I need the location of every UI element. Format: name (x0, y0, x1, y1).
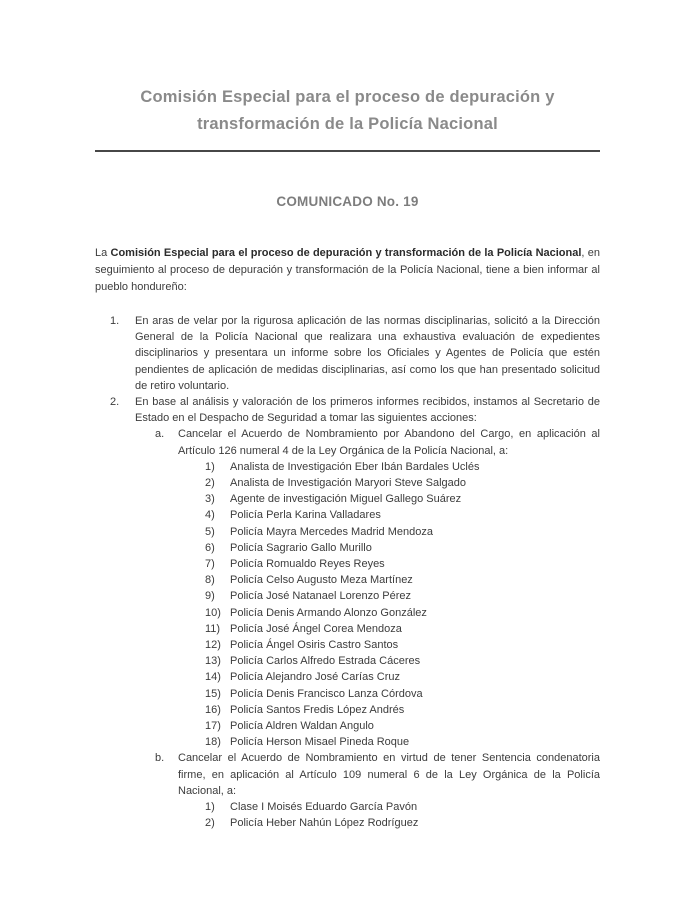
person-list-item-name: Policía José Ángel Corea Mendoza (230, 622, 402, 635)
person-list-item (95, 540, 600, 556)
sub-item-a-text: Cancelar el Acuerdo de Nombramiento por Abandono del Cargo, en aplicación al Artículo 126 numeral 4 de la Ley Orgánica de la Policía Nacional, a: (178, 428, 600, 457)
person-list-item-marker: 14) (205, 671, 221, 684)
person-list-item-marker: 5) (205, 525, 215, 538)
person-list-item (95, 702, 600, 718)
sub-item-b-text: Cancelar el Acuerdo de Nombramiento en virtud de tener Sentencia condenatoria firme, en aplicación al Artículo 109 numeral 6 de la Ley Orgánica de la Policía Nacional, a: (178, 752, 600, 797)
person-list-item-name: Policía Mayra Mercedes Madrid Mendoza (230, 525, 433, 538)
person-list-item-name: Agente de investigación Miguel Gallego Suárez (230, 493, 462, 506)
person-list-item-marker: 12) (205, 639, 221, 652)
commission-title-line1: Comisión Especial para el proceso de depuración y (140, 88, 555, 106)
person-list-item-name: Analista de Investigación Eber Ibán Bardales Uclés (230, 460, 480, 473)
person-list-item-name: Policía Alejandro José Carías Cruz (230, 671, 400, 684)
person-list-item-name: Policía Sagrario Gallo Murillo (230, 541, 372, 554)
person-list-item-marker: 6) (205, 541, 215, 554)
commission-title-line2: transformación de la Policía Nacional (197, 115, 498, 133)
person-list-item-name: Policía Romualdo Reyes Reyes (230, 558, 385, 571)
commission-title (95, 84, 600, 138)
communique-body-list (95, 313, 600, 832)
person-list-item (95, 524, 600, 540)
person-list-item-marker: 7) (205, 558, 215, 571)
person-list-item-name: Policía Herson Misael Pineda Roque (230, 736, 410, 749)
person-list-item-marker: 1) (205, 460, 215, 473)
person-list-item-name: Policía Celso Augusto Meza Martínez (230, 574, 413, 587)
person-list-item (95, 491, 600, 507)
intro-lead: La (95, 247, 111, 259)
person-list-item (95, 507, 600, 523)
person-list-item-marker: 10) (205, 606, 221, 619)
person-list-item (95, 621, 600, 637)
person-list-item (95, 734, 600, 750)
person-list-item (95, 459, 600, 475)
cancellation-list-a (95, 459, 600, 751)
intro-rest: , en seguimiento al proceso de depuración y transformación de la Policía Nacional, tiene a bien informar al pueblo hondureño: (95, 247, 600, 293)
person-list-item (95, 605, 600, 621)
person-list-item (95, 799, 600, 815)
sub-item-b-marker: b. (155, 752, 165, 765)
person-list-item (95, 653, 600, 669)
person-list-item (95, 718, 600, 734)
sub-item-a (95, 426, 600, 458)
person-list-item-marker: 16) (205, 703, 221, 716)
person-list-item-name: Clase I Moisés Eduardo García Pavón (230, 801, 418, 814)
person-list-item-marker: 1) (205, 801, 215, 814)
person-list-item-name: Policía Carlos Alfredo Estrada Cáceres (230, 655, 421, 668)
intro-paragraph (95, 245, 600, 296)
numbered-item-2-text: En base al análisis y valoración de los primeros informes recibidos, instamos al Secretario de Estado en el Despacho de Seguridad a tomar las siguientes acciones: (135, 396, 600, 425)
person-list-item-name: Analista de Investigación Maryori Steve Salgado (230, 477, 467, 490)
person-list-item-name: Policía Aldren Waldan Angulo (230, 720, 374, 733)
comunicado-heading: COMUNICADO No. 19 (276, 194, 419, 209)
numbered-item-2-marker: 2. (110, 396, 120, 409)
person-list-item-marker: 8) (205, 574, 215, 587)
numbered-item-1-marker: 1. (110, 315, 120, 327)
person-list-item-marker: 17) (205, 720, 221, 733)
person-list-item-marker: 11) (205, 622, 221, 635)
person-list-item-marker: 4) (205, 509, 215, 522)
person-list-item-name: Policía Heber Nahún López Rodríguez (230, 817, 419, 830)
person-list-item (95, 686, 600, 702)
person-list-item-marker: 2) (205, 817, 215, 830)
person-list-item-name: Policía Santos Fredis López Andrés (230, 703, 405, 716)
person-list-item-name: Policía Perla Karina Valladares (230, 509, 381, 522)
title-divider (95, 150, 600, 152)
person-list-item-name: Policía Denis Armando Alonzo González (230, 606, 427, 619)
numbered-item-1-text: En aras de velar por la rigurosa aplicación de las normas disciplinarias, solicitó a la Dirección General de la Policía Nacional que realizara una exhaustiva evaluación de expedientes disciplinarios y presentara un informe sobre los Oficiales y Agentes de Policía que estén pendientes de aplicación de medidas disciplinarias, así como los que han presentado solicitud de retiro voluntario. (135, 315, 600, 392)
sub-item-b (95, 750, 600, 799)
person-list-item (95, 588, 600, 604)
person-list-item-marker: 2) (205, 477, 215, 490)
person-list-item-name: Policía José Natanael Lorenzo Pérez (230, 590, 411, 603)
intro-bold-commission-name: Comisión Especial para el proceso de depuración y transformación de la Policía Nacional (110, 247, 582, 259)
person-list-item-name: Policía Denis Francisco Lanza Córdova (230, 687, 423, 700)
person-list-item-marker: 18) (205, 736, 221, 749)
person-list-item-marker: 9) (205, 590, 215, 603)
person-list-item (95, 475, 600, 491)
person-list-item-marker: 13) (205, 655, 221, 668)
person-list-item (95, 556, 600, 572)
person-list-item-marker: 3) (205, 493, 215, 506)
person-list-item (95, 815, 600, 831)
numbered-item-2 (95, 394, 600, 426)
person-list-item (95, 572, 600, 588)
person-list-item-marker: 15) (205, 687, 221, 700)
person-list-item (95, 669, 600, 685)
person-list-item-name: Policía Ángel Osiris Castro Santos (230, 639, 399, 652)
cancellation-list-b (95, 799, 600, 831)
numbered-item-1 (95, 313, 600, 394)
person-list-item (95, 637, 600, 653)
sub-item-a-marker: a. (155, 428, 165, 441)
